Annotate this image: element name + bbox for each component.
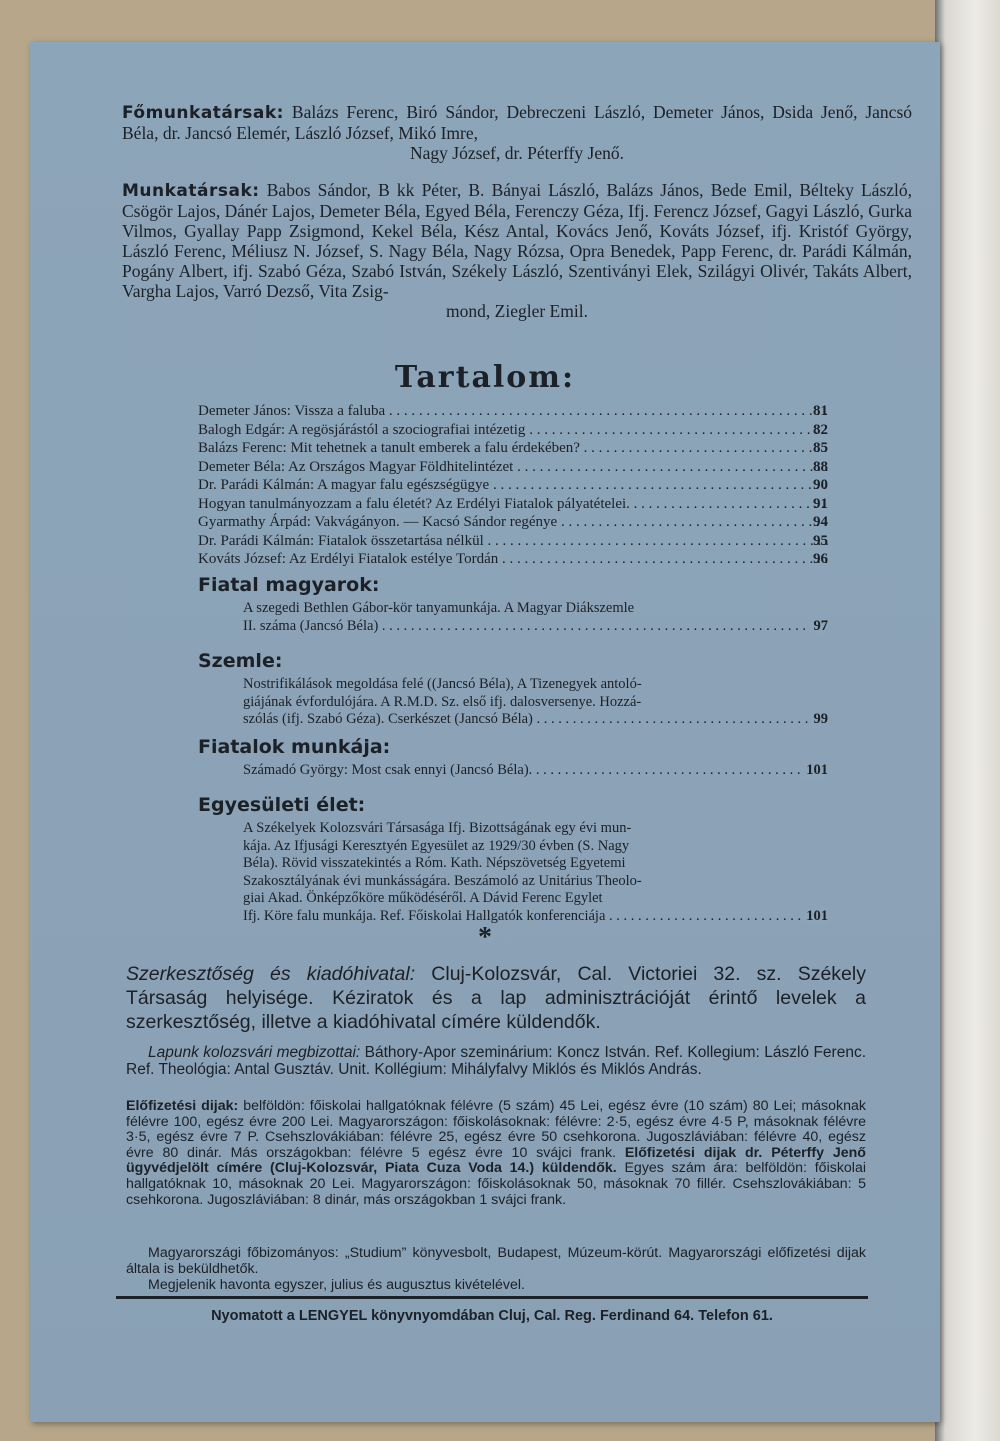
contributors (122, 180, 912, 321)
back-cover-page (30, 42, 940, 1422)
section-line: II. száma (Jancsó Béla) . . . (243, 618, 828, 636)
toc-title: Az Erdélyi Fiatalok estélye Tordán (288, 551, 499, 567)
chief-contributors (122, 102, 912, 163)
toc-page: 82 (813, 421, 828, 438)
section-page: 97 (810, 618, 829, 636)
section-page: 101 (802, 908, 828, 926)
section-line: A Székelyek Kolozsvári Társasága Ifj. Bizottságának egy évi mun- (243, 820, 632, 836)
section-line: A szegedi Bethlen Gábor-kör tanyamunkája. A Magyar Diákszemle (243, 600, 635, 616)
toc-title: Vissza a faluba (294, 403, 386, 419)
toc-row (198, 458, 828, 477)
local-agents-label: Lapunk kolozsvári megbizottai: (148, 1044, 361, 1061)
toc-author: Demeter Béla: (198, 458, 286, 475)
toc-page: 96 (813, 551, 828, 567)
section-line: Béla). Rövid visszatekintés a Róm. Kath. Népszövetség Egyetemi (243, 855, 626, 871)
editorial-office-label: Szerkesztőség és kiadóhivatal: (126, 963, 416, 985)
editorial-office (126, 962, 866, 1034)
single-copy-price: Egyes szám ára: belföldön: főiskolai hallgatóknak 10, másoknak 20 Lei. Magyarországon: főiskolásoknak 50, másoknak 70 fillér. Csehszlovákiában: 5 csehkorona. Jugoszláviában: 8 dinár, más országokban 1 svájci frank. (126, 1160, 866, 1208)
contents-list (198, 402, 828, 569)
separator-asterisk: * (478, 922, 492, 953)
toc-page: 91 (813, 495, 828, 512)
section-heading: Fiatal magyarok: (198, 574, 380, 596)
toc-author: Gyarmathy Árpád: (198, 514, 311, 530)
section-line: Ifj. Köre falu munkája. Ref. Főiskolai Hallgatók konferenciája . . . (243, 908, 828, 926)
section-heading: Fiatalok munkája: (198, 736, 391, 758)
contents-title: Tartalom: (394, 360, 576, 395)
hungarian-agency: Magyarországi főbizományos: „Studium” könyvesbolt, Budapest, Múzeum-körút. Magyarországi előfizetési dijak általa is beküldhetők. (126, 1245, 866, 1277)
toc-title: A regösjárástól a szociografiai intézetig (288, 421, 526, 438)
section-body (243, 762, 828, 780)
inner-page-edge (935, 0, 1000, 1441)
toc-title: Az Országos Magyar Földhitelintézet (287, 458, 514, 475)
toc-title: Hogyan tanulmányozzam a falu életét? Az Erdélyi Fiatalok pályatételei. (198, 495, 630, 512)
section-heading: Szemle: (198, 650, 283, 672)
toc-title: Vakvágányon. — Kacsó Sándor regénye (314, 514, 558, 530)
toc-page: 94 (813, 514, 828, 530)
toc-page: 88 (813, 458, 828, 475)
toc-row (198, 550, 828, 569)
section-page: 101 (802, 762, 828, 780)
section-line: szólás (ifj. Szabó Géza). Cserkészet (Jancsó Béla) . . . (243, 711, 828, 729)
section-body (243, 820, 828, 925)
contributors-names: Babos Sándor, B kk Péter, B. Bányai László, Balázs János, Bede Emil, Bélteky László, Csögör Lajos, Dánér Lajos, Demeter Béla, Egyed Béla, Ferenczy Géza, Ifj. Ferencz József, Gagyi László, Gurka Vilmos, Gyallay Papp Zsigmond, Kekel Béla, Kész Antal, Kovács Jenő, Kováts József, ifj. Kristóf György, László Ferenc, Méliusz N. József, S. Nagy Béla, Nagy Rózsa, Opra Benedek, Papp Ferenc, dr. Parádi Kálmán, Pogány Albert, ifj. Szabó Géza, Szabó István, Székely László, Szentiványi Elek, Szilágyi Olivér, Takáts Albert, Vargha Lajos, Varró Dezső, Vita Zsig- (122, 180, 913, 301)
toc-row (198, 513, 828, 532)
editorial-office-text: Cluj-Kolozsvár, Cal. Victoriei 32. sz. Székely Társaság helyisége. Kéziratok és a lap adminisztrációját érintő levelek a szerkesztőség, illetve a kiadóhivatal címére küldendők. (126, 963, 866, 1033)
toc-title: Mit tehetnek a tanult emberek a falu érdekében? (290, 440, 580, 456)
chief-contributors-label: Főmunkatársak: (122, 103, 284, 123)
section-line: kája. Az Ifjusági Keresztyén Egyesület az 1929/30 évben (S. Nagy (243, 837, 630, 854)
toc-page: 95 (813, 532, 828, 549)
toc-row (198, 421, 828, 440)
divider-line (116, 1296, 868, 1299)
section-heading: Egyesületi élet: (198, 794, 366, 816)
subscription-fees (126, 1099, 866, 1208)
chief-contributors-names-last: Nagy József, dr. Péterffy Jenő. (410, 143, 624, 163)
section-body (243, 676, 828, 729)
toc-row (198, 439, 828, 458)
subscription-address: Előfizetési dijak dr. Péterffy Jenő ügyvédjelölt címére (Cluj-Kolozsvár, Piata Cuza Voda 14.) küldendők. (126, 1144, 866, 1177)
local-agents (126, 1044, 866, 1078)
chief-contributors-names: Balázs Ferenc, Biró Sándor, Debreczeni László, Demeter János, Dsida Jenő, Jancsó Béla, dr. Jancsó Elemér, László József, Mikó Imre, (122, 102, 913, 143)
section-line: giai Akad. Önképzőköre működéséről. A Dávid Ferenc Egylet (243, 890, 603, 906)
section-page: 99 (810, 711, 829, 729)
toc-page: 90 (813, 477, 828, 493)
section-line: Szakosztályának évi munkásságára. Beszámoló az Unitárius Theolo- (243, 872, 642, 889)
contributors-label: Munkatársak: (122, 181, 260, 201)
toc-author: Demeter János: (198, 403, 291, 419)
section-line: Nostrifikálások megoldása felé ((Jancsó Béla), A Tizenegyek antoló- (243, 676, 642, 692)
toc-row (198, 532, 828, 551)
toc-row (198, 476, 828, 495)
toc-author: Kováts József: (198, 551, 286, 567)
local-agents-text: Báthory-Apor szeminárium: Koncz István. Ref. Kollegium: László Ferenc. Ref. Theológia: Antal Gusztáv. Unit. Kollégium: Mihályfalvy Miklós és Miklós András. (126, 1044, 867, 1078)
toc-page: 85 (813, 440, 828, 456)
toc-page: 81 (813, 403, 828, 419)
toc-title: A magyar falu egészségügye (317, 477, 490, 493)
contributors-names-last: mond, Ziegler Emil. (446, 301, 588, 321)
toc-title: Fiatalok összetartása nélkül (317, 532, 484, 549)
section-line: Számadó György: Most csak ennyi (Jancsó Béla). . . . (243, 762, 828, 780)
toc-row (198, 495, 828, 514)
printer-imprint: Nyomatott a LENGYEL könyvnyomdában Cluj, Cal. Reg. Ferdinand 64. Telefon 61. (211, 1308, 773, 1324)
section-body (243, 600, 828, 635)
toc-author: Dr. Parádi Kálmán: (198, 532, 315, 549)
subscription-fees-label: Előfizetési dijak: (126, 1098, 239, 1114)
subscription-fees-text: belföldön: főiskolai hallgatóknak félévre (5 szám) 45 Lei, egész évre (10 szám) 80 Lei; másoknak félévre 100, egész évre 200 Lei. Magyarországon: főiskolásoknak: félévre: 2·5, egész évre 4·5 P, másoknak félévre 3·5, egész évre 7 P. Csehszlovákiában: félévre 25, egész évre 50 csehkorona. Jugoszláviában: félévre 40, egész évre 80 dinár. Más országokban: félévre 5 egész évre 10 svájci frank. (126, 1098, 866, 1161)
toc-row (198, 402, 828, 421)
toc-author: Balogh Edgár: (198, 421, 286, 438)
publication-frequency: Megjelenik havonta egyszer, julius és augusztus kivételével. (148, 1277, 525, 1293)
toc-author: Dr. Parádi Kálmán: (198, 477, 315, 493)
section-line: giájának évfordulójára. A R.M.D. Sz. első ifj. dalosversenye. Hozzá- (243, 693, 642, 710)
toc-author: Balázs Ferenc: (198, 440, 287, 456)
